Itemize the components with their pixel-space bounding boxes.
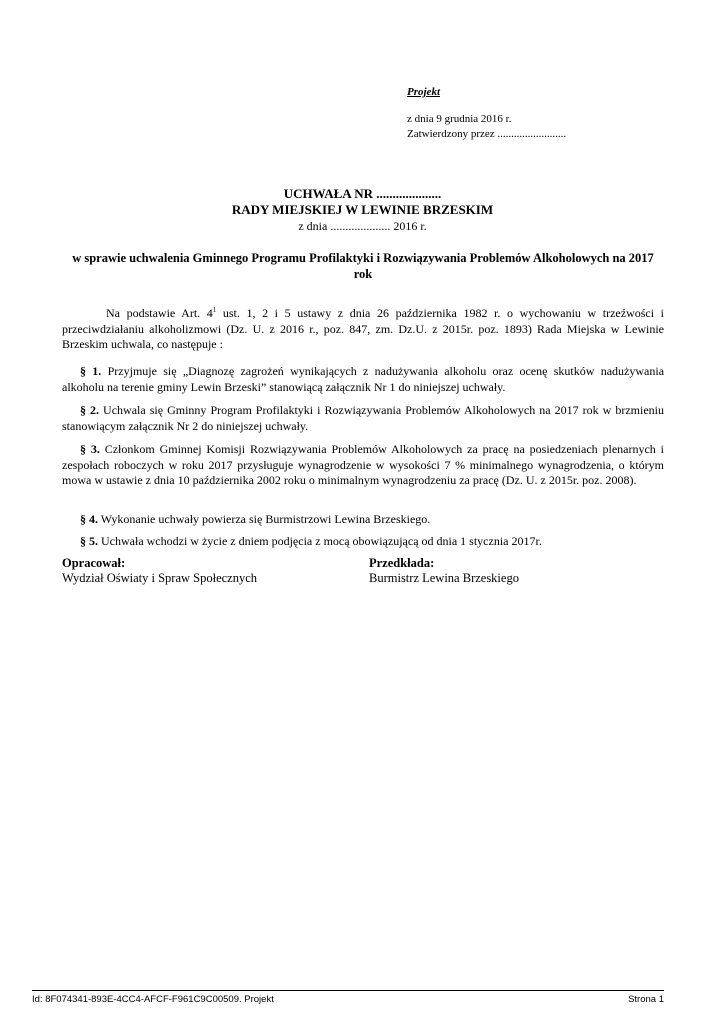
resolution-date: z dnia .................... 2016 r.: [298, 219, 427, 233]
projekt-label: Projekt: [407, 86, 440, 98]
section-text: Członkom Gminnej Komisji Rozwiązywania Problemów Alkoholowych za pracę na posiedzeniach plenarnych i zespołach roboczych w roku 2017 przysługuje wynagrodzenie w wysokości 7 % minimalnego wynagrodzenia, o którym mowa w ustawie z dnia 10 października 2002 roku o minimalnym wynagrodzeniu za pracę (Dz. U. z 2015r. poz. 2008).: [62, 442, 665, 487]
preamble-superscript: 1: [212, 306, 217, 314]
section-2: [62, 403, 664, 434]
resolution-number: UCHWAŁA NR ....................: [283, 186, 442, 201]
draft-date: z dnia 9 grudnia 2016 r.: [407, 113, 512, 125]
section-3: [62, 442, 664, 489]
section-text: Przyjmuje się „Diagnozę zagrożeń wynikających z nadużywania alkoholu oraz ocenę skutków nadużywania alkoholu na terenie gminy Lewin Brzeski” stanowiącą załącznik Nr 1 do niniejszej uchwały.: [62, 364, 665, 394]
submitted-by-name: Burmistrz Lewina Brzeskiego: [369, 571, 519, 585]
approved-by: Zatwierdzony przez .........................: [407, 128, 567, 140]
prepared-by-label: Opracował:: [62, 556, 126, 570]
prepared-by-name: Wydział Oświaty i Spraw Społecznych: [62, 571, 258, 585]
footer-page-number: Strona 1: [628, 994, 664, 1005]
section-1: [62, 364, 664, 395]
preamble-text-start: Na podstawie Art. 4: [106, 306, 213, 320]
footer-document-id: Id: 8F074341-893E-4CC4-AFCF-F961C9C00509. Projekt: [32, 994, 274, 1005]
prepared-by: [62, 556, 257, 586]
section-number: § 1.: [80, 364, 102, 378]
section-text: Uchwala się Gminny Program Profilaktyki i Rozwiązywania Problemów Alkoholowych na 2017 rok w brzmieniu stanowiącym załącznik Nr 2 do niniejszej uchwały.: [62, 403, 664, 433]
section-text: Wykonanie uchwały powierza się Burmistrzowi Lewina Brzeskiego.: [98, 512, 431, 526]
resolution-subject: w sprawie uchwalenia Gminnego Programu Profilaktyki i Rozwiązywania Problemów Alkoholowych na 2017 rok: [72, 251, 654, 281]
section-5: [62, 534, 664, 550]
submitted-by: [369, 556, 519, 586]
submitted-by-label: Przedkłada:: [369, 556, 435, 570]
section-number: § 2.: [80, 403, 100, 417]
council-name: RADY MIEJSKIEJ W LEWINIE BRZESKIM: [231, 202, 494, 217]
section-number: § 4.: [80, 512, 98, 526]
footer-divider: [32, 990, 664, 991]
section-number: § 5.: [80, 534, 98, 548]
preamble-text-rest: ust. 1, 2 i 5 ustawy z dnia 26 października 1982 r. o wychowaniu w trzeźwości i przeciwdziałaniu alkoholizmowi (Dz. U. z 2016 r., poz. 847, zm. Dz.U. z 2015r. poz. 1893) Rada Miejska w Lewinie Brzeskim uchwala, co następuje :: [62, 306, 665, 351]
section-4: [62, 512, 664, 528]
preamble: [62, 306, 664, 353]
section-text: Uchwała wchodzi w życie z dniem podjęcia z mocą obowiązującą od dnia 1 stycznia 2017r.: [98, 534, 542, 548]
section-number: § 3.: [80, 442, 100, 456]
